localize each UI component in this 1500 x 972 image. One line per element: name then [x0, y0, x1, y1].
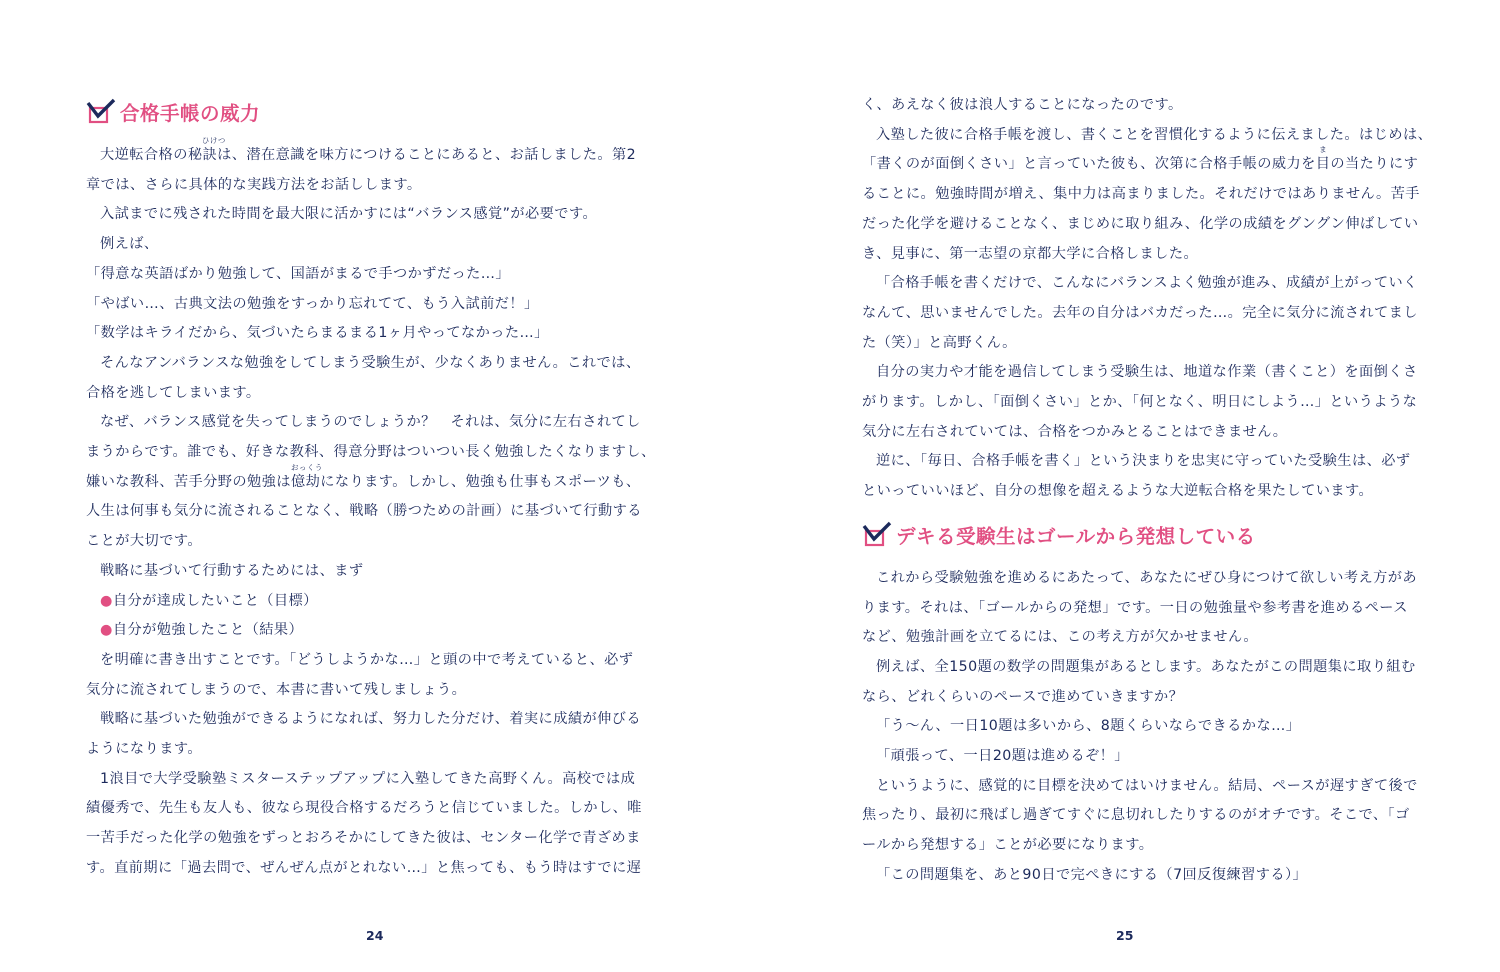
text-line	[86, 676, 642, 706]
line-text: そんなアンバランスな勉強をしてしまう受験生が、少なくありません。これでは、	[100, 354, 641, 371]
line-text: 気分に左右されていては、合格をつかみとることはできません。	[862, 423, 1288, 440]
text-line	[862, 121, 1433, 151]
check-box-icon	[862, 520, 892, 550]
text-line	[86, 438, 656, 468]
line-text: なんて、思いませんでした。去年の自分はバカだった…。完全に気分に流されてまし	[862, 304, 1418, 321]
text-line	[862, 861, 1418, 891]
line-text: ることに。勉強時間が増え、集中力は高まりました。それだけではありません。苦手	[862, 186, 1420, 203]
left-body-text	[86, 136, 656, 884]
line-text: 「頑張って、一日20題は進めるぞ！」	[876, 748, 1129, 765]
text-line	[862, 594, 1418, 624]
text-line	[862, 210, 1418, 240]
left-page-column	[86, 92, 656, 884]
text-line	[86, 794, 642, 824]
text-line	[862, 653, 1418, 683]
text-line	[862, 683, 1418, 713]
section-heading-text: 合格手帳の威力	[120, 102, 261, 125]
text-line	[86, 497, 642, 527]
line-text: す。直前期に「過去問で、ぜんぜん点がとれない…」と焦っても、もう時はすでに遅	[86, 859, 642, 876]
line-text: 気分に流されてしまうので、本書に書いて残しましょう。	[86, 681, 467, 698]
ruby-word: 秘訣 ひけつ	[187, 136, 226, 163]
line-text: 「得意な英語ばかり勉強して、国語がまるで手つかずだった…」	[86, 265, 511, 282]
line-text: 「合格手帳を書くだけで、こんなにバランスよく勉強が進み、成績が上がっていく	[876, 275, 1418, 292]
text-line	[862, 801, 1418, 831]
text-line	[862, 358, 1418, 388]
line-text: 一苦手だった化学の勉強をずっとおろそかにしてきた彼は、センター化学で青ざめま	[86, 830, 641, 847]
right-page-column	[862, 91, 1433, 891]
text-line	[86, 349, 642, 379]
section-heading	[862, 515, 1418, 555]
line-text: 戦略に基づいて行動するためには、まず	[100, 562, 364, 579]
line-text: 自分の実力や才能を過信してしまう受験生は、地道な作業（書くこと）を面倒くさ	[876, 364, 1418, 381]
line-text: 合格を逃してしまいます。	[86, 384, 261, 401]
text-line	[86, 408, 642, 438]
furigana: おっくう	[290, 462, 323, 472]
text-line	[86, 290, 642, 320]
line-text: 焦ったり、最初に飛ばし過ぎてすぐに息切れしたりするのがオチです。そこで、「ゴ	[862, 807, 1410, 824]
text-line	[862, 418, 1418, 448]
line-text: なら、どれくらいのペースで進めていきますか？	[862, 688, 1184, 705]
line-text: 自分が達成したいこと（目標）	[112, 592, 318, 609]
text-line	[86, 230, 642, 260]
line-text: 逆に、「毎日、合格手帳を書く」という決まりを忠実に守っていた受験生は、必ず	[876, 453, 1411, 470]
line-text: た（笑）」と高野くん。	[862, 334, 1017, 351]
line-text: 例えば、全150題の数学の問題集があるとします。あなたがこの問題集に取り組む	[876, 658, 1416, 675]
right-body-text	[862, 564, 1418, 891]
line-text: 「数学はキライだから、気づいたらまるまる1ヶ月やってなかった…」	[86, 325, 549, 342]
line-text: 戦略に基づいた勉強ができるようになれば、努力した分だけ、着実に成績が伸びる	[100, 711, 642, 728]
text-line	[862, 299, 1418, 329]
text-line	[86, 735, 642, 765]
line-text: 例えば、	[100, 236, 159, 253]
text-line	[862, 447, 1418, 477]
line-text: これから受験勉強を進めるにあたって、あなたにぜひ身につけて欲しい考え方があ	[876, 569, 1418, 586]
text-line	[862, 269, 1418, 299]
line-text: がります。しかし、「面倒くさい」とか、「何となく、明日にしよう…」というような	[862, 394, 1418, 411]
line-text: なぜ、バランス感覚を失ってしまうのでしょうか？ それは、気分に左右されてし	[100, 414, 641, 431]
text-line	[86, 616, 642, 646]
text-line	[862, 772, 1418, 802]
line-text: 「やばい…、古典文法の勉強をすっかり忘れてて、もう入試前だ！」	[86, 295, 539, 312]
line-text: ります。それは、「ゴールからの発想」です。一日の勉強量や参考書を進めるペース	[862, 599, 1408, 616]
line-text: など、勉強計画を立てるには、この考え方が欠かせません。	[862, 629, 1259, 646]
text-line	[862, 91, 1418, 121]
section-heading	[86, 92, 642, 132]
text-line	[86, 824, 642, 854]
text-line: 大逆転合格の秘訣 ひけつ は、潜在意識を味方につけることにあると、お話しました。第2	[100, 136, 637, 163]
text-line	[86, 646, 642, 676]
text-line	[862, 564, 1418, 594]
text-line	[86, 260, 642, 290]
text-line	[862, 388, 1418, 418]
check-box-icon	[86, 97, 116, 127]
text-line: 「書くのが面倒くさい」と言っていた彼も、次第に合格手帳の威力を目 ま の当たりにす	[862, 145, 1419, 173]
line-text: といっていいほど、自分の想像を超えるような大逆転合格を果たしています。	[862, 483, 1374, 500]
line-text: まうからです。誰でも、好きな教科、得意分野はついつい長く勉強したくなりますし、	[86, 444, 656, 461]
text-line	[86, 854, 642, 884]
line-text: 入塾した彼に合格手帳を渡し、書くことを習慣化するように伝えました。はじめは、	[876, 126, 1433, 143]
text-line: 嫌いな教科、苦手分野の勉強は億劫 おっくう になります。しかし、勉強も仕事もスポーツも、	[86, 462, 641, 490]
furigana: ま	[1319, 145, 1328, 155]
text-line	[86, 705, 642, 735]
line-text: く、あえなく彼は浪人することになったのです。	[862, 97, 1183, 113]
text-line	[862, 712, 1418, 742]
bullet-icon: ●	[100, 622, 113, 639]
section-heading-text: デキる受験生はゴールから発想している	[896, 524, 1256, 548]
text-line	[862, 240, 1418, 270]
text-line	[86, 200, 642, 230]
line-text: を明確に書き出すことです。「どうしようかな…」と頭の中で考えていると、必ず	[100, 651, 634, 668]
line-text: 「この問題集を、あと90日で完ぺきにする（7回反復練習する）」	[876, 866, 1308, 883]
page-number: 25	[1116, 928, 1134, 943]
text-line	[862, 623, 1418, 653]
line-text: ようになります。	[86, 741, 202, 758]
text-line	[86, 319, 642, 349]
text-line	[862, 180, 1418, 210]
bullet-icon: ●	[100, 592, 113, 609]
line-text: ことが大切です。	[86, 533, 202, 550]
right-body-text-continued	[862, 91, 1433, 507]
ruby-word: 億劫 おっくう	[290, 462, 323, 490]
right-page	[750, 0, 1500, 972]
line-text: 人生は何事も気分に流されることなく、戦略（勝つための計画）に基づいて行動する	[86, 503, 642, 520]
page-number: 24	[366, 928, 384, 943]
line-text: 1浪目で大学受験塾ミスターステップアップに入塾してきた高野くん。高校では成	[100, 770, 636, 787]
text-line	[86, 765, 642, 795]
text-line	[86, 379, 642, 409]
text-line	[86, 557, 642, 587]
line-text: 入試までに残された時間を最大限に活かすには“バランス感覚”が必要です。	[100, 206, 598, 223]
text-line	[86, 171, 642, 201]
line-text: というように、感覚的に目標を決めてはいけません。結局、ペースが遅すぎて後で	[876, 777, 1418, 794]
furigana: ひけつ	[201, 136, 226, 145]
text-line	[862, 329, 1418, 359]
text-line	[86, 587, 642, 617]
line-text: 績優秀で、先生も友人も、彼なら現役合格するだろうと信じていました。しかし、唯	[86, 800, 642, 817]
text-line	[862, 742, 1418, 772]
line-text: だった化学を避けることなく、まじめに取り組み、化学の成績をグングン伸ばしてい	[862, 215, 1419, 232]
line-text: き、見事に、第一志望の京都大学に合格しました。	[862, 245, 1199, 262]
line-text: 自分が勉強したこと（結果）	[112, 622, 304, 639]
text-line	[86, 527, 642, 557]
line-text: ールから発想する」ことが必要になります。	[862, 837, 1154, 854]
line-text: 章では、さらに具体的な実践方法をお話しします。	[86, 176, 422, 193]
ruby-word: 目 ま	[1315, 145, 1331, 173]
line-text: 「う～ん、一日10題は多いから、8題くらいならできるかな…」	[876, 718, 1301, 735]
text-line	[862, 831, 1418, 861]
text-line	[862, 477, 1418, 507]
